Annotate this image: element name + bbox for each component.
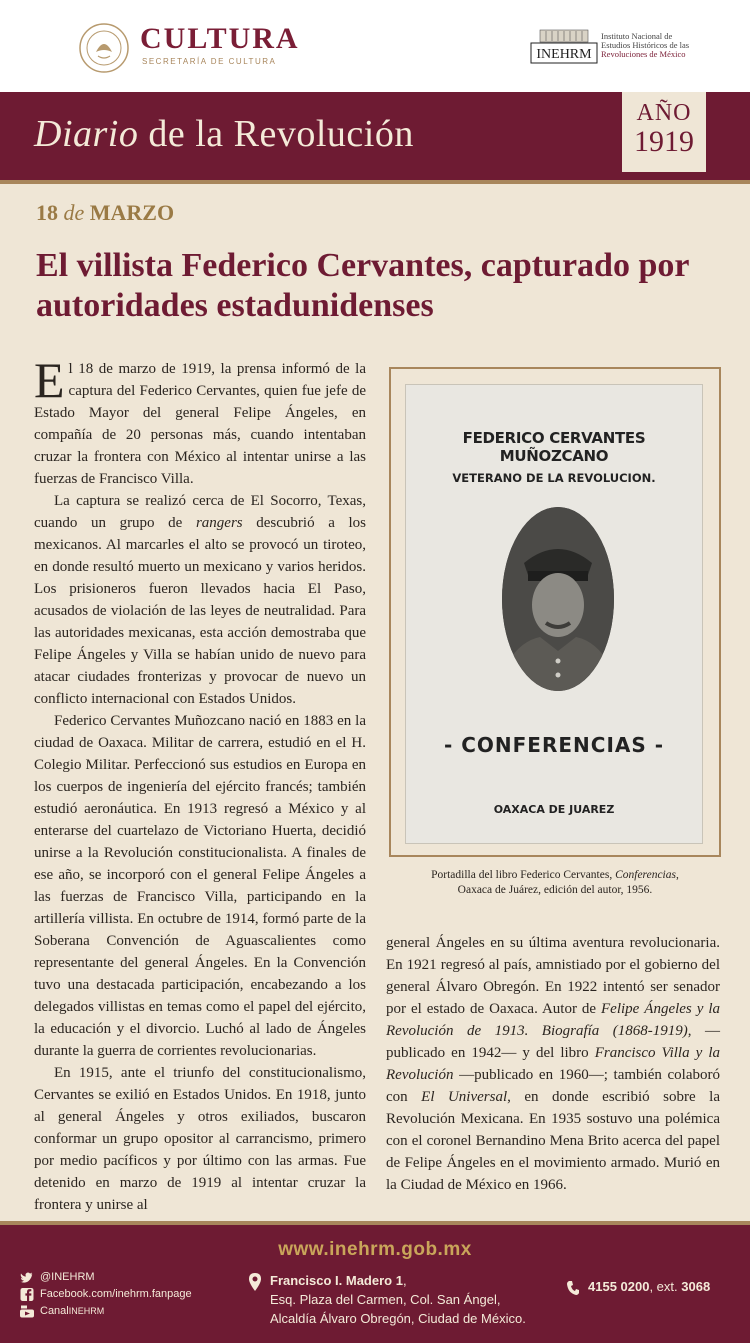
date-de: de [58,200,90,225]
youtube-channel: INEHRM [68,1306,105,1316]
address-line-2: Esq. Plaza del Carmen, Col. San Ángel, [270,1292,501,1307]
date-day: 18 [36,200,58,225]
title-rest: de la Revolución [138,113,414,155]
inehrm-acronym: INEHRM [536,47,592,62]
portrait-image [500,505,616,693]
page-title [34,112,414,156]
website-link[interactable]: www.inehrm.gob.mx [278,1239,472,1260]
phone-ext-label: , ext. [649,1279,682,1294]
paragraph-4: En 1915, ante el triunfo del constitucionalismo, Cervantes se exilió en Estados Unidos. En 1918, junto al general Ángeles y otros exiliados, buscaron conformar un grupo opositor al carrancismo, primero por medio pacíficos y por último con las armas. Fue detenido en marzo de 1919 al intentar cruzar la frontera y unirse al [34,1065,366,1213]
cultura-subtitle: SECRETARÍA DE CULTURA [142,57,277,66]
mexico-seal-icon [78,22,130,74]
address-street: Francisco I. Madero 1 [270,1273,403,1288]
cultura-title: CULTURA [140,22,300,55]
paragraph-2-a: La captura se realizó cerca de El Socorro, Texas, cuando un grupo de [34,493,366,531]
phone-main: 4155 0200 [588,1279,650,1294]
paragraph-5-c: —publicado en 1960—; también colaboró con [386,1067,720,1105]
caption-line-2: Oaxaca de Juárez, edición del autor, 1956. [457,884,653,896]
book-author: FEDERICO CERVANTES MUÑOZCANO [462,429,646,465]
paragraph-2-b: descubrió a los mexicanos. Al marcarles el alto se provocó un tiroteo, en donde resultó muerto un mexicano y varios heridos. Los prisioneros fueron llevados hacia El Paso, acusados de violación de las leyes de neutralidad. Para las autoridades mexicanas, esta acción demostraba que Felipe Ángeles y Villa se habían unido de nuevo para atacar ciudades fronterizas y provocar de nuevo un conflicto internacional con Estados Unidos. [34,515,366,707]
figure-caption [389,868,721,898]
paragraph-3: Federico Cervantes Muñozcano nació en 1883 en la ciudad de Oaxaca. Militar de carrera, estudió en el H. Colegio Militar. Perfeccionó sus estudios en Europa en los cuerpos de ingeniería del ejército francés; también estudió aeronáutica. En 1913 regresó a México y al enterarse del cuartelazo de Victoriano Huerta, decidió unirse a la Revolución constitucionalista. A finales de ese año, se incorporó con el general Felipe Ángeles a las fuerzas de Francisco Villa, participando en la artillería villista. En octubre de 1914, formó parte de la Soberana Convención de Aguascalientes como representante del general Ángeles. En la Convención tuvo una destacada participación, encabezando a los delegados villistas en temas como el papel del ejército, la educación y el divorcio. Luchó al lado de Ángeles durante la guerra de corrientes revolucionarias. [34,713,366,1059]
year-badge [622,92,706,172]
book-cover-image [405,384,703,844]
social-links [20,1269,192,1320]
paragraph-5-em3: El Universal [421,1089,508,1105]
phone-icon [566,1280,580,1296]
year-label: AÑO [636,100,692,126]
caption-b: , [675,869,679,881]
youtube-link[interactable] [20,1303,192,1320]
youtube-prefix: Canal [40,1305,69,1317]
youtube-icon [20,1305,34,1318]
year-number: 1919 [634,125,694,158]
facebook-icon [20,1288,34,1301]
paragraph-1-text: l 18 de marzo de 1919, la prensa informó de la captura del Federico Cervantes, quien fue jefe de Estado Mayor del general Felipe Ángeles, en compañía de 20 personas más, cuando intentaban cruzar la frontera con México al intentar unirse a las fuerzas de Francisco Villa. [34,361,366,487]
facebook-url: Facebook.com/inehrm.fanpage [40,1288,192,1300]
phone-ext: 3068 [681,1279,711,1294]
twitter-link[interactable] [20,1269,192,1286]
paragraph-5-em2: Francisco Villa y la Revolución [386,1045,720,1083]
paragraph-5-d: , en donde escribió sobre la Revolución Mexicana. En 1935 sostuvo una polémica con el coronel Bernandino Mena Brito acerca del papel de Felipe Ángeles en el movimiento armado. Murió en la Ciudad de México en 1966. [386,1089,720,1193]
facebook-link[interactable] [20,1286,192,1303]
address [270,1271,526,1328]
footer [0,1221,750,1343]
paragraph-1 [34,352,366,490]
inehrm-line-2: Estudios Históricos de las [601,40,690,50]
top-bar [0,0,750,92]
date-month: MARZO [89,200,175,225]
inehrm-name [601,32,689,59]
article-column-right [386,932,720,1196]
paragraph-5-a: general Ángeles en su última aventura revolucionaria. En 1921 regresó al país, amnistiado por el gobierno del general Álvaro Obregón. En 1922 intentó ser senador por el estado de Oaxaca. Autor de [386,935,720,1017]
paragraph-5-b: , —publicado en 1942— y del libro [386,1023,721,1061]
book-title: - CONFERENCIAS - [443,733,665,757]
twitter-handle: @INEHRM [40,1271,95,1283]
address-line-3: Alcaldía Álvaro Obregón, Ciudad de México. [270,1311,526,1326]
inehrm-logo-icon [530,28,598,64]
address-comma: , [402,1273,407,1288]
inehrm-line-3: Revoluciones de México [601,49,686,59]
caption-em: Conferencias [615,869,676,881]
title-italic: Diario [34,113,139,155]
drop-cap: E [34,352,65,408]
article-column-left [34,352,366,1216]
phone-number[interactable] [588,1279,710,1294]
book-subtitle: VETERANO DE LA REVOLUCION. [452,471,656,485]
article-headline: El villista Federico Cervantes, capturado por autoridades estadunidenses [36,247,689,324]
twitter-icon [20,1271,34,1284]
location-pin-icon [248,1273,262,1291]
paragraph-5-em1: Felipe Ángeles y la Revolución de 1913. Biografía (1868-1919) [386,1001,720,1039]
paragraph-2-em: rangers [195,515,243,531]
caption-a: Portadilla del libro Federico Cervantes, [431,869,616,881]
paragraph-5 [386,932,720,1196]
article-date [36,200,174,226]
paragraph-2 [34,490,366,710]
inehrm-line-1: Instituto Nacional de [601,31,673,41]
book-city: OAXACA DE JUAREZ [493,803,615,816]
